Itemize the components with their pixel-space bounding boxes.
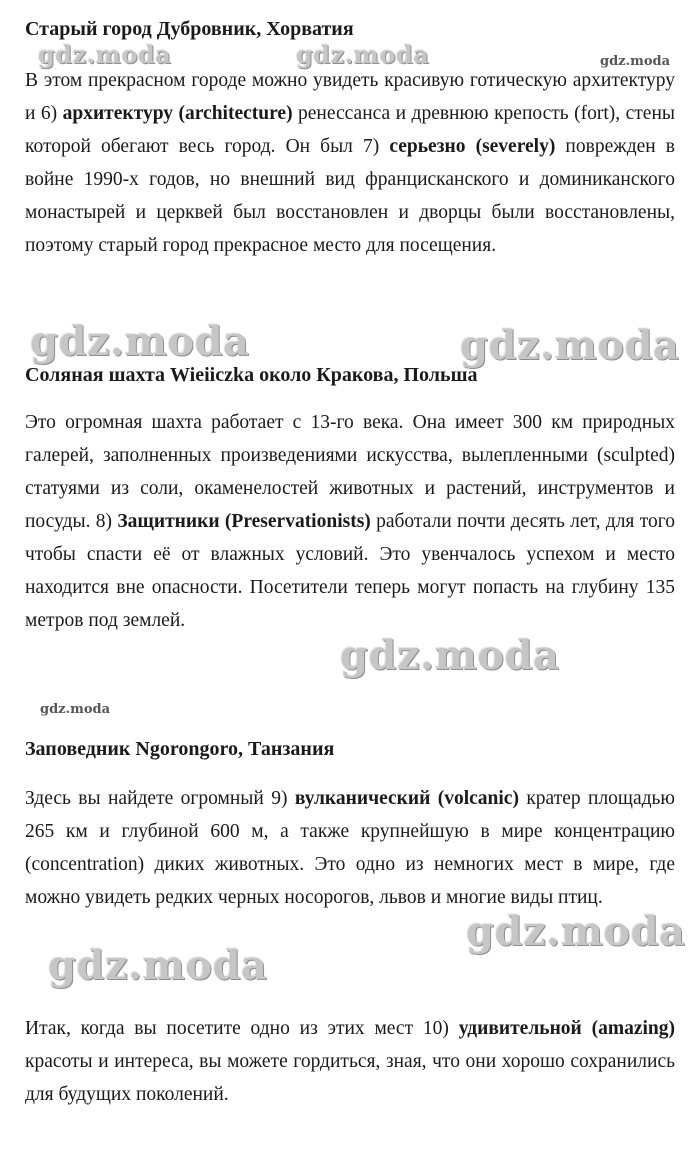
paragraph-text: поврежден в войне 1990-х годов, но внешний вид францисканского и доминиканского монастырей и церквей был восстановлен и дворцы были восстановлены, поэтому старый город прекрасное место для посещения. xyxy=(25,136,675,256)
paragraph-text: работали почти десять лет, для того чтобы спасти её от влажных условий. Это увенчалось успехом и место находится вне опасности. Посетители теперь могут попасть на глубину 135 метров под землей. xyxy=(25,511,675,631)
paragraph-text: кратер площадью 265 км и глубиной 600 м, а также крупнейшую в мире концентрацию (concentration) диких животных. Это одно из немногих мест в мире, где можно увидеть редких черных носорогов, львов и многие виды птиц. xyxy=(25,788,675,908)
answer-7: серьезно (severely) xyxy=(389,136,556,157)
section-heading-wieliczka: Соляная шахта Wieiiczka около Кракова, Польша xyxy=(25,364,478,386)
section-paragraph-ngorongoro xyxy=(25,782,675,914)
watermark: gdz.moda xyxy=(48,942,268,989)
watermark: gdz.moda xyxy=(30,318,250,365)
watermark: gdz.moda xyxy=(296,40,430,69)
paragraph-text: В этом прекрасном городе можно увидеть красивую готическую архитектуру и 6) xyxy=(25,70,675,124)
section-heading-ngorongoro: Заповедник Ngorongoro, Танзания xyxy=(25,738,335,760)
answer-9: вулканический (volcanic) xyxy=(294,788,519,809)
answer-10: удивительной (amazing) xyxy=(458,1018,675,1039)
paragraph-text: Итак, когда вы посетите одно из этих мест 10) xyxy=(25,1018,459,1039)
paragraph-text: красоты и интереса, вы можете гордиться, зная, что они хорошо сохранились для будущих поколений. xyxy=(25,1051,675,1105)
watermark: gdz.moda xyxy=(600,54,671,69)
answer-8: Защитники (Preservationists) xyxy=(117,511,371,532)
section-paragraph-wieliczka xyxy=(25,406,675,637)
watermark: gdz.moda xyxy=(40,702,111,717)
paragraph-text: ренессанса и древнюю крепость (fort), стены которой обегают весь город. Он был 7) xyxy=(25,103,675,157)
watermark: gdz.moda xyxy=(466,908,686,955)
paragraph-text: Это огромная шахта работает с 13-го века. Она имеет 300 км природных галерей, заполненных произведениями искусства, вылепленными (sculpted) статуями из соли, окаменелостей животных и растений, инструментов и посуды. 8) xyxy=(25,412,675,532)
closing-paragraph xyxy=(25,1012,675,1111)
paragraph-text: Здесь вы найдете огромный 9) xyxy=(25,788,295,809)
watermark: gdz.moda xyxy=(460,322,680,369)
section-heading-dubrovnik: Старый город Дубровник, Хорватия xyxy=(25,18,354,40)
watermark: gdz.moda xyxy=(340,632,560,679)
watermark: gdz.moda xyxy=(38,40,172,69)
answer-6: архитектуру (architecture) xyxy=(62,103,293,124)
section-paragraph-dubrovnik xyxy=(25,64,675,262)
